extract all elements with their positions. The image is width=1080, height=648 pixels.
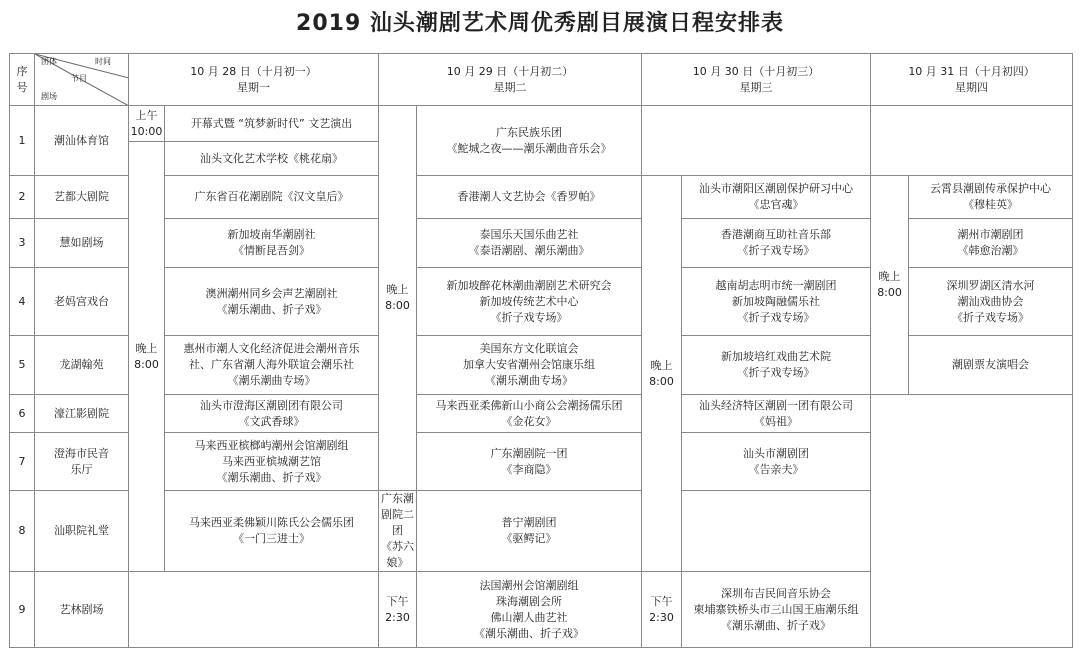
- program-cell: 潮剧票友演唱会: [909, 336, 1073, 395]
- row-seq: 4: [10, 268, 35, 336]
- row-seq: 9: [10, 572, 35, 648]
- program-cell: 汕头文化艺术学校《桃花扇》: [165, 142, 379, 176]
- program-cell: 汕头市潮阳区潮剧保护研习中心 《忠官魂》: [682, 176, 871, 219]
- program-cell: 开幕式暨 “筑梦新时代” 文艺演出: [165, 106, 379, 142]
- day-date: 10 月 29 日（十月初二）: [446, 64, 574, 78]
- time-evening: 晚上 8:00: [129, 142, 165, 572]
- program-cell: 香港潮商互助社音乐部 《折子戏专场》: [682, 219, 871, 268]
- time-morning: 上午 10:00: [129, 106, 165, 142]
- row-seq: 3: [10, 219, 35, 268]
- program-cell: 马来西亚柔佛新山小商公会潮扬儒乐团 《金花女》: [417, 395, 642, 433]
- program-cell: 法国潮州会馆潮剧组 珠海潮剧会所 佛山潮人曲艺社 《潮乐潮曲、折子戏》: [417, 572, 642, 648]
- venue-name: 濠江影剧院: [35, 395, 129, 433]
- row-seq: 6: [10, 395, 35, 433]
- day-date: 10 月 28 日（十月初一）: [190, 64, 317, 78]
- day-weekday: 星期四: [955, 80, 989, 94]
- venue-name: 慧如剧场: [35, 219, 129, 268]
- day-header-1: [129, 54, 379, 106]
- schedule-table: [9, 53, 1073, 648]
- program-cell: 普宁潮剧团 《驱鳄记》: [417, 491, 642, 572]
- program-cell: 广东潮剧院二团 《苏六娘》: [379, 491, 417, 572]
- program-cell: 马来西亚槟榔屿潮州会馆潮剧组 马来西亚槟城潮艺馆 《潮乐潮曲、折子戏》: [165, 433, 379, 491]
- program-cell: 香港潮人文艺协会《香罗帕》: [417, 176, 642, 219]
- venue-name: 龙湖翰苑: [35, 336, 129, 395]
- time-evening: 晚上 8:00: [642, 176, 682, 572]
- row-seq: 5: [10, 336, 35, 395]
- day-date: 10 月 30 日（十月初三）: [692, 64, 820, 78]
- page-title: 2019 汕头潮剧艺术周优秀剧目展演日程安排表: [296, 11, 784, 36]
- venue-name: 老妈宫戏台: [35, 268, 129, 336]
- row-seq: 8: [10, 491, 35, 572]
- program-cell: 汕头市潮剧团 《告亲夫》: [682, 433, 871, 491]
- time-evening: 晚上 8:00: [871, 176, 909, 395]
- program-cell: 广东民族乐团 《鮀城之夜——潮乐潮曲音乐会》: [417, 106, 642, 176]
- time-afternoon: 下午 2:30: [379, 572, 417, 648]
- program-cell: 澳洲潮州同乡会声艺潮剧社 《潮乐潮曲、折子戏》: [165, 268, 379, 336]
- empty-cell: [871, 106, 1073, 176]
- corner-group-label: 团体: [41, 57, 57, 66]
- program-cell: 深圳布吉民间音乐协会 柬埔寨铁桥头市三山国王庙潮乐组 《潮乐潮曲、折子戏》: [682, 572, 871, 648]
- program-cell: 汕头经济特区潮剧一团有限公司 《妈祖》: [682, 395, 871, 433]
- day-weekday: 星期一: [237, 80, 270, 94]
- corner-time-label: 时间: [95, 57, 111, 66]
- program-cell: 潮州市潮剧团 《韩愈治潮》: [909, 219, 1073, 268]
- program-cell: 深圳罗湖区清水河 潮汕戏曲协会 《折子戏专场》: [909, 268, 1073, 336]
- program-cell: 云霄县潮剧传承保护中心 《穆桂英》: [909, 176, 1073, 219]
- program-cell: 汕头市澄海区潮剧团有限公司 《文武香球》: [165, 395, 379, 433]
- empty-cell: [129, 572, 379, 648]
- time-evening: 晚上 8:00: [379, 106, 417, 491]
- row-seq: 2: [10, 176, 35, 219]
- day-weekday: 星期三: [739, 80, 773, 94]
- corner-program-label: 节目: [71, 74, 87, 83]
- program-cell: 新加坡培红戏曲艺术院 《折子戏专场》: [682, 336, 871, 395]
- program-cell: 广东省百花潮剧院《汉文皇后》: [165, 176, 379, 219]
- venue-name: 艺林剧场: [35, 572, 129, 648]
- row-seq: 1: [10, 106, 35, 176]
- corner-venue-label: 剧场: [41, 92, 57, 101]
- venue-name: 汕职院礼堂: [35, 491, 129, 572]
- program-cell: 美国东方文化联谊会 加拿大安省潮州会馆康乐组 《潮乐潮曲专场》: [417, 336, 642, 395]
- program-cell: 新加坡醉花林潮曲潮剧艺术研究会 新加坡传统艺术中心 《折子戏专场》: [417, 268, 642, 336]
- empty-cell: [642, 106, 871, 176]
- venue-name: 艺都大剧院: [35, 176, 129, 219]
- day-header-4: [871, 54, 1073, 106]
- day-header-2: [379, 54, 642, 106]
- corner-header: [35, 54, 129, 106]
- seq-header: 序 号: [10, 54, 35, 106]
- empty-cell: [871, 395, 1073, 648]
- program-cell: 惠州市潮人文化经济促进会潮州音乐 社、广东省潮人海外联谊会潮乐社 《潮乐潮曲专场》: [165, 336, 379, 395]
- program-cell: 新加坡南华潮剧社 《情断昆吾剑》: [165, 219, 379, 268]
- venue-name: 澄海市民音 乐厅: [35, 433, 129, 491]
- program-cell: 泰国乐天国乐曲艺社 《泰语潮剧、潮乐潮曲》: [417, 219, 642, 268]
- row-seq: 7: [10, 433, 35, 491]
- program-cell: 马来西亚柔佛颖川陈氏公会儒乐团 《一门三进士》: [165, 491, 379, 572]
- day-weekday: 星期二: [493, 80, 527, 94]
- day-header-3: [642, 54, 871, 106]
- day-date: 10 月 31 日（十月初四）: [908, 64, 1035, 78]
- program-cell: 越南胡志明市统一潮剧团 新加坡陶融儒乐社 《折子戏专场》: [682, 268, 871, 336]
- program-cell: 广东潮剧院一团 《李商隐》: [417, 433, 642, 491]
- time-afternoon: 下午 2:30: [642, 572, 682, 648]
- venue-name: 潮汕体育馆: [35, 106, 129, 176]
